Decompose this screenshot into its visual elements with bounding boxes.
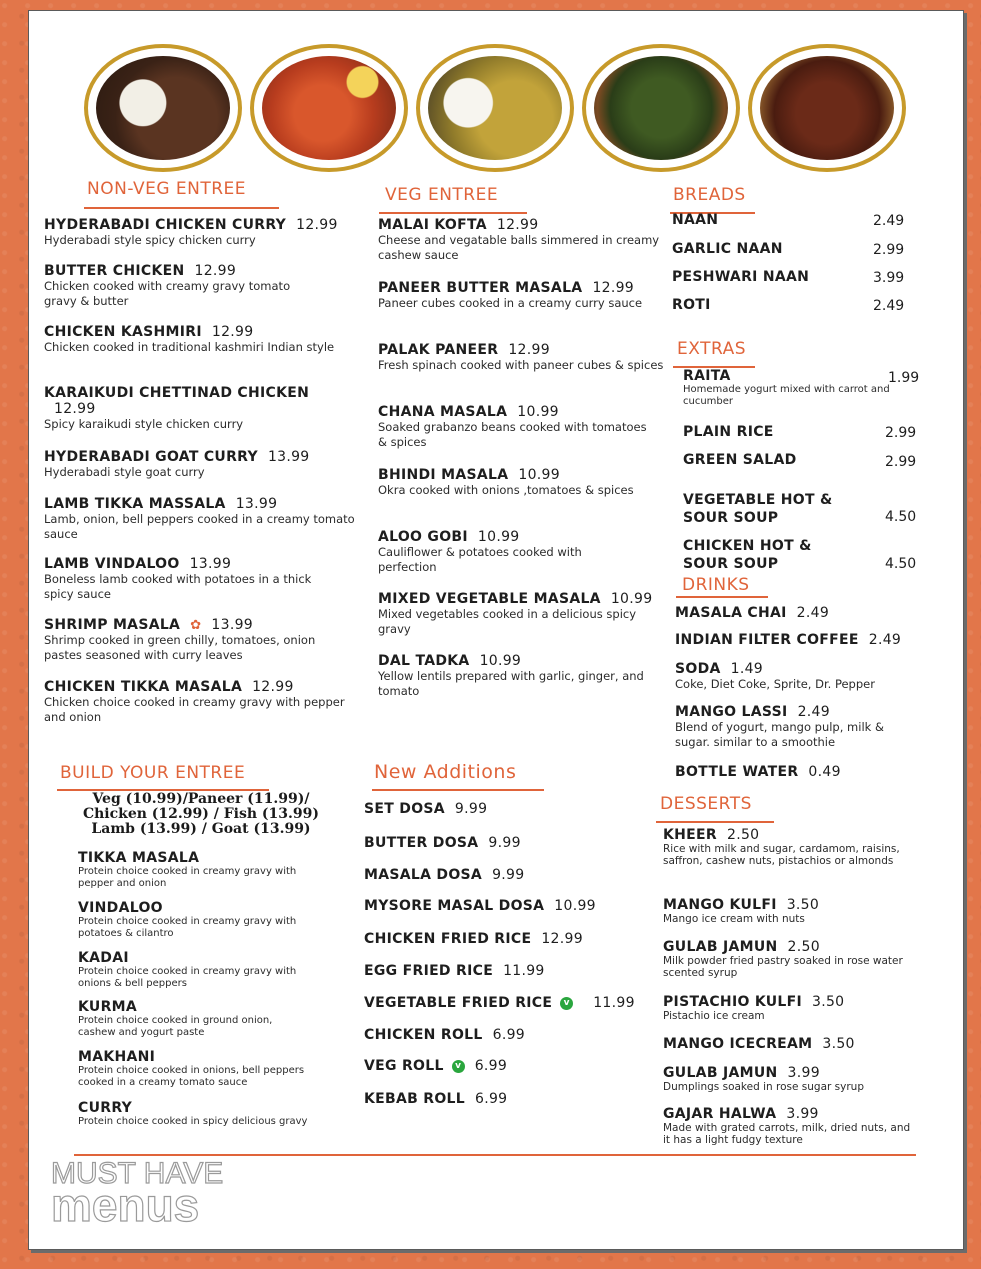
bottom-divider [74, 1154, 916, 1156]
build-prices [51, 792, 351, 837]
item-price: 12.99 [211, 324, 254, 340]
item-desc: Protein choice cooked in creamy gravy with potatoes & cilantro [78, 916, 297, 939]
menu-item [44, 385, 364, 432]
item-name: MANGO ICECREAM [663, 1036, 813, 1052]
item-desc: Homemade yogurt mixed with carrot and cucumber [683, 384, 890, 407]
item-name: GARLIC NAAN [672, 241, 783, 257]
item-name: BUTTER CHICKEN [44, 263, 185, 279]
item-desc: Made with grated carrots, milk, dried nuts, and it has a light fudgy texture [663, 1122, 911, 1146]
logo-svg [51, 1157, 301, 1227]
item-price: 4.50 [885, 556, 917, 572]
item-name: EGG FRIED RICE [364, 963, 494, 979]
spicy-icon: ✿ [190, 618, 202, 633]
menu-item [378, 591, 673, 637]
item-price: 12.99 [194, 263, 237, 279]
extras-title: EXTRAS [677, 339, 747, 359]
item-name: BHINDI MASALA [378, 467, 509, 483]
drink-item [675, 632, 901, 648]
item-desc: Chicken cooked with creamy gravy tomato gravy & butter [44, 279, 291, 308]
item-desc: Shrimp cooked in green chilly, tomatoes, onion pastes seasoned with curry leaves [44, 633, 316, 662]
drink-item [675, 661, 925, 692]
item-desc: Hyderabadi style goat curry [44, 465, 205, 479]
food-photo-spinach [582, 44, 740, 172]
item-name: HYDERABADI CHICKEN CURRY [44, 217, 287, 233]
desserts-title: DESSERTS [660, 794, 752, 814]
item-desc: Mango ice cream with nuts [663, 913, 805, 925]
item-desc: Spicy karaikudi style chicken curry [44, 417, 244, 431]
item-price: 10.99 [518, 467, 560, 483]
addition-item [364, 1058, 507, 1074]
item-name: PESHWARI NAAN [672, 269, 810, 285]
menu-item [378, 280, 658, 311]
item-desc: Paneer cubes cooked in a creamy curry sauce [378, 296, 643, 310]
item-price: 2.99 [873, 242, 905, 258]
item-name: BUTTER DOSA [364, 835, 479, 851]
item-name: MANGO KULFI [663, 897, 777, 913]
food-photo-tandoori [250, 44, 408, 172]
item-name: SHRIMP MASALA [44, 617, 181, 633]
item-price: 12.99 [54, 401, 96, 417]
item-price: 13.99 [189, 556, 232, 572]
dessert-item [663, 897, 923, 925]
drink-item [675, 704, 915, 750]
addition-item [364, 1091, 507, 1107]
item-name: ROTI [672, 297, 711, 313]
item-name: MYSORE MASAL DOSA [364, 898, 545, 914]
item-name: KEBAB ROLL [364, 1091, 465, 1107]
dessert-item [663, 827, 923, 867]
item-name: SET DOSA [364, 801, 445, 817]
item-price: 2.49 [873, 213, 905, 229]
item-price: 1.99 [888, 370, 920, 386]
item-price: 3.99 [786, 1106, 819, 1122]
build-item [78, 900, 308, 940]
item-name: MASALA DOSA [364, 867, 483, 883]
menu-item [378, 404, 658, 450]
item-desc: Protein choice cooked in onions, bell peppers cooked in a creamy tomato sauce [78, 1065, 305, 1088]
item-price: 6.99 [474, 1058, 508, 1074]
logo-line1: MUST HAVE [51, 1157, 224, 1190]
item-name: LAMB VINDALOO [44, 556, 180, 572]
menu-item [378, 529, 658, 575]
item-price: 6.99 [492, 1027, 525, 1043]
item-price: 13.99 [235, 496, 278, 512]
item-desc: Chicken choice cooked in creamy gravy with pepper and onion [44, 695, 345, 724]
addition-item [364, 801, 487, 817]
item-price: 11.99 [593, 995, 635, 1011]
veg-underline [379, 212, 527, 214]
item-price: 3.99 [873, 270, 905, 286]
item-price: 10.99 [610, 591, 653, 607]
item-name: SODA [675, 661, 721, 677]
item-price: 3.50 [786, 897, 820, 913]
menu-item [44, 617, 344, 663]
addition-item [364, 835, 521, 851]
item-desc: Protein choice cooked in creamy gravy with onions & bell peppers [78, 966, 297, 989]
desserts-underline [656, 821, 774, 823]
food-photo-meat-rice [84, 44, 242, 172]
item-price: 12.99 [508, 342, 550, 358]
item-desc: Okra cooked with onions ,tomatoes & spices [378, 483, 634, 497]
item-price: 2.99 [885, 425, 917, 441]
drinks-title: DRINKS [682, 575, 750, 595]
item-price: 9.99 [488, 835, 521, 851]
veg-icon: v [560, 997, 573, 1010]
item-desc: Soaked grabanzo beans cooked with tomatoes & spices [378, 420, 647, 449]
item-name: GULAB JAMUN [663, 1065, 778, 1081]
extra-item [683, 368, 923, 408]
item-price: 2.50 [726, 827, 760, 843]
extra-item [683, 424, 774, 440]
item-desc: Cheese and vegatable balls simmered in creamy cashew sauce [378, 233, 660, 262]
nonveg-title: NON-VEG ENTREE [87, 179, 247, 199]
item-price: 12.99 [592, 280, 635, 296]
item-price: 2.49 [796, 605, 830, 621]
item-desc: Rice with milk and sugar, cardamom, raisins, saffron, cashew nuts, pistachios or almonds [663, 843, 900, 867]
item-price: 9.99 [492, 867, 525, 883]
item-price: 2.49 [868, 632, 902, 648]
item-name: VEGETABLE HOT & SOUR SOUP [683, 492, 833, 526]
item-price: 10.99 [479, 653, 522, 669]
item-price: 12.99 [252, 679, 294, 695]
menu-item [44, 263, 364, 309]
item-name: CHICKEN HOT & SOUR SOUP [683, 538, 812, 572]
item-desc: Fresh spinach cooked with paneer cubes & spices [378, 358, 664, 372]
build-item [78, 999, 308, 1039]
menu-item [378, 653, 673, 699]
item-name: CHICKEN KASHMIRI [44, 324, 202, 340]
item-name: KURMA [78, 999, 138, 1015]
dessert-item [663, 994, 923, 1022]
extra-item [683, 537, 833, 573]
item-name: VEGETABLE FRIED RICE [364, 995, 553, 1011]
build-price-line: Veg (10.99)/Paneer (11.99)/ [92, 791, 310, 807]
extra-item [683, 491, 853, 527]
item-price: 3.50 [822, 1036, 855, 1052]
food-photo-goat-curry [748, 44, 906, 172]
item-price: 6.99 [475, 1091, 508, 1107]
item-name: KARAIKUDI CHETTINAD CHICKEN [44, 385, 310, 401]
item-name: NAAN [672, 212, 719, 228]
build-item [78, 1049, 318, 1089]
item-name: RAITA [683, 368, 731, 384]
item-name: GAJAR HALWA [663, 1106, 777, 1122]
item-desc: Protein choice cooked in creamy gravy with pepper and onion [78, 866, 297, 889]
menu-item [44, 556, 344, 602]
menu-item [44, 324, 364, 355]
breads-title: BREADS [673, 185, 746, 205]
food-photo-rice-curry [416, 44, 574, 172]
menu-item [44, 679, 364, 725]
bread-item [672, 212, 718, 228]
item-price: 0.49 [808, 764, 841, 780]
addition-item [364, 898, 596, 914]
item-price: 12.99 [296, 217, 338, 233]
item-name: BOTTLE WATER [675, 764, 799, 780]
item-name: MANGO LASSI [675, 704, 788, 720]
food-photos [84, 44, 904, 174]
item-name: VEG ROLL [364, 1058, 444, 1074]
item-name: KHEER [663, 827, 717, 843]
item-desc: Pistachio ice cream [663, 1010, 765, 1022]
item-desc: Chicken cooked in traditional kashmiri Indian style [44, 340, 335, 354]
item-name: MIXED VEGETABLE MASALA [378, 591, 601, 607]
must-have-menus-logo [51, 1157, 301, 1227]
item-price: 2.49 [873, 298, 905, 314]
item-price: 9.99 [454, 801, 488, 817]
item-price: 10.99 [477, 529, 520, 545]
item-price: 2.99 [885, 454, 917, 470]
item-name: PANEER BUTTER MASALA [378, 280, 583, 296]
item-name: HYDERABADI GOAT CURRY [44, 449, 258, 465]
item-desc: Lamb, onion, bell peppers cooked in a creamy tomato sauce [44, 512, 355, 541]
addition-item [364, 867, 524, 883]
item-name: LAMB TIKKA MASSALA [44, 496, 226, 512]
bread-item [672, 297, 711, 313]
item-price: 4.50 [885, 509, 917, 525]
item-desc: Boneless lamb cooked with potatoes in a thick spicy sauce [44, 572, 312, 601]
bread-item [672, 269, 809, 285]
item-name: PALAK PANEER [378, 342, 499, 358]
build-title: BUILD YOUR ENTREE [60, 763, 246, 783]
dessert-item [663, 1065, 923, 1093]
item-name: GULAB JAMUN [663, 939, 778, 955]
build-item [78, 850, 308, 890]
item-name: ALOO GOBI [378, 529, 468, 545]
menu-item [378, 342, 678, 373]
item-name: GREEN SALAD [683, 452, 797, 468]
item-price: 2.50 [787, 939, 820, 955]
item-desc: Blend of yogurt, mango pulp, milk & sugar. similar to a smoothie [675, 720, 884, 749]
extra-item [683, 452, 797, 468]
item-name: MALAI KOFTA [378, 217, 487, 233]
veg-title: VEG ENTREE [385, 185, 499, 205]
item-desc: Protein choice cooked in spicy delicious gravy [78, 1116, 308, 1127]
menu-page [28, 10, 964, 1250]
item-name: CHICKEN ROLL [364, 1027, 483, 1043]
item-name: CHICKEN FRIED RICE [364, 931, 532, 947]
menu-item [44, 496, 364, 542]
item-price: 1.49 [730, 661, 764, 677]
item-price: 12.99 [541, 931, 583, 947]
addition-item [364, 1027, 525, 1043]
build-item [78, 950, 308, 990]
item-desc: Hyderabadi style spicy chicken curry [44, 233, 256, 247]
item-desc: Protein choice cooked in ground onion, cashew and yogurt paste [78, 1015, 273, 1038]
additions-underline [372, 789, 544, 791]
menu-item [378, 467, 658, 498]
drink-item [675, 605, 829, 621]
dessert-item [663, 939, 923, 979]
item-name: CURRY [78, 1100, 133, 1116]
nonveg-underline [84, 207, 279, 209]
item-desc: Dumplings soaked in rose sugar syrup [663, 1081, 864, 1093]
item-desc: Mixed vegetables cooked in a delicious spicy gravy [378, 607, 637, 636]
item-name: TIKKA MASALA [78, 850, 200, 866]
build-price-line: Chicken (12.99) / Fish (13.99) [82, 806, 320, 822]
menu-item [378, 217, 670, 263]
item-price: 3.99 [787, 1065, 820, 1081]
item-price: 2.49 [797, 704, 830, 720]
build-price-line: Lamb (13.99) / Goat (13.99) [91, 821, 311, 837]
item-name: MAKHANI [78, 1049, 156, 1065]
build-item [78, 1100, 308, 1128]
item-name: MASALA CHAI [675, 605, 787, 621]
item-price: 11.99 [503, 963, 545, 979]
drinks-underline [676, 596, 768, 598]
dessert-item [663, 1106, 913, 1146]
item-price: 12.99 [496, 217, 539, 233]
item-name: VINDALOO [78, 900, 163, 916]
item-name: KADAI [78, 950, 129, 966]
drink-item [675, 764, 841, 780]
item-price: 10.99 [554, 898, 596, 914]
bread-item [672, 241, 783, 257]
item-desc: Yellow lentils prepared with garlic, ginger, and tomato [378, 669, 644, 698]
item-name: PLAIN RICE [683, 424, 774, 440]
veg-icon: v [452, 1060, 465, 1073]
menu-item [44, 449, 364, 480]
menu-item [44, 217, 374, 248]
item-name: DAL TADKA [378, 653, 470, 669]
item-name: PISTACHIO KULFI [663, 994, 802, 1010]
item-price: 13.99 [267, 449, 310, 465]
addition-item [364, 995, 635, 1011]
item-desc: Coke, Diet Coke, Sprite, Dr. Pepper [675, 677, 875, 691]
item-price: 13.99 [211, 617, 253, 633]
item-desc: Milk powder fried pastry soaked in rose water scented syrup [663, 955, 903, 979]
additions-title: New Additions [374, 761, 517, 783]
item-price: 3.50 [812, 994, 845, 1010]
item-name: CHANA MASALA [378, 404, 508, 420]
logo-line2: menus [51, 1179, 200, 1227]
dessert-item [663, 1036, 923, 1052]
item-name: INDIAN FILTER COFFEE [675, 632, 859, 648]
item-name: CHICKEN TIKKA MASALA [44, 679, 243, 695]
addition-item [364, 963, 545, 979]
item-price: 10.99 [517, 404, 559, 420]
item-desc: Cauliflower & potatoes cooked with perfection [378, 545, 582, 574]
addition-item [364, 931, 583, 947]
